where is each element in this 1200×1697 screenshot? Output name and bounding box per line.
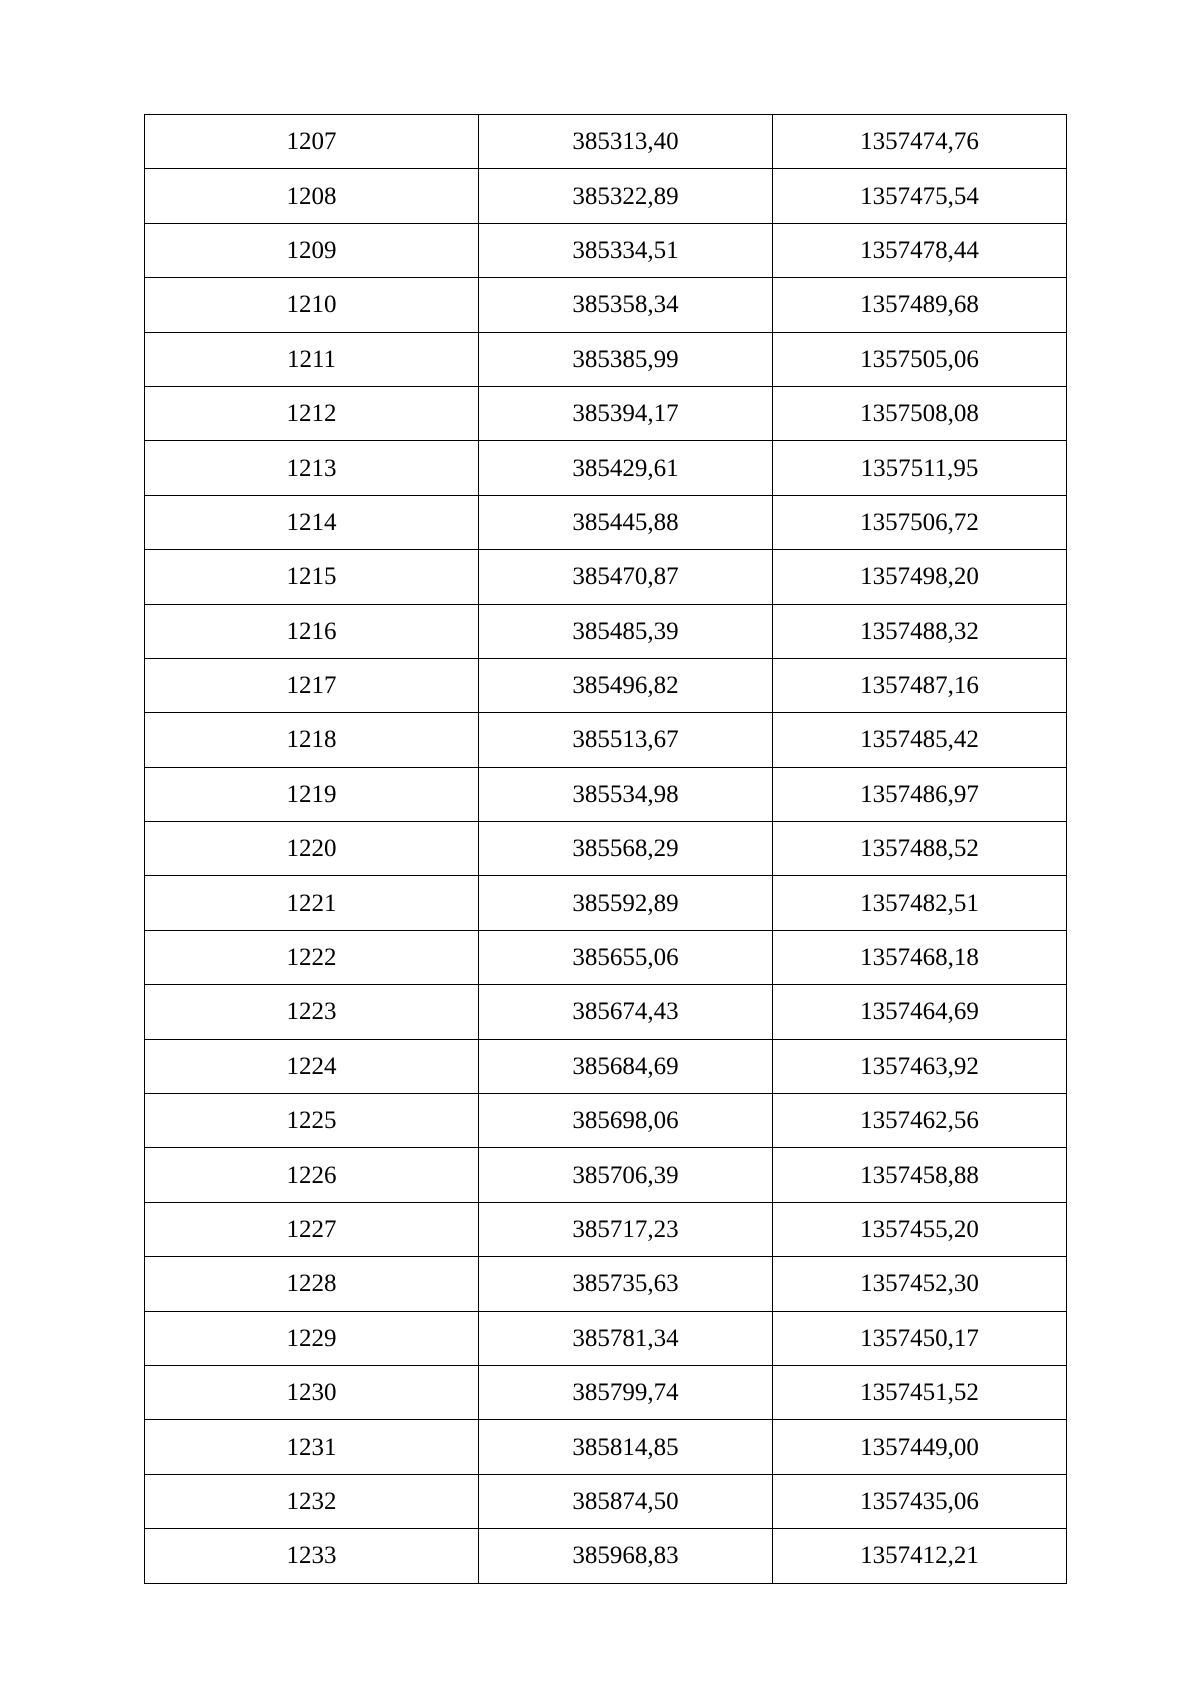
point-number-cell: 1219 <box>145 767 479 821</box>
x-coordinate-cell: 385470,87 <box>479 550 773 604</box>
table-row <box>145 1094 1067 1148</box>
table-row <box>145 278 1067 332</box>
point-number-cell: 1212 <box>145 386 479 440</box>
y-coordinate-cell: 1357455,20 <box>773 1202 1067 1256</box>
point-number-cell: 1223 <box>145 985 479 1039</box>
x-coordinate-cell: 385735,63 <box>479 1257 773 1311</box>
x-coordinate-cell: 385717,23 <box>479 1202 773 1256</box>
table-row <box>145 495 1067 549</box>
table-row <box>145 1148 1067 1202</box>
point-number-cell: 1214 <box>145 495 479 549</box>
point-number-cell: 1233 <box>145 1529 479 1583</box>
point-number-cell: 1211 <box>145 332 479 386</box>
table-row <box>145 1529 1067 1583</box>
x-coordinate-cell: 385968,83 <box>479 1529 773 1583</box>
y-coordinate-cell: 1357489,68 <box>773 278 1067 332</box>
point-number-cell: 1227 <box>145 1202 479 1256</box>
x-coordinate-cell: 385394,17 <box>479 386 773 440</box>
y-coordinate-cell: 1357488,52 <box>773 822 1067 876</box>
table-row <box>145 115 1067 169</box>
point-number-cell: 1226 <box>145 1148 479 1202</box>
point-number-cell: 1215 <box>145 550 479 604</box>
table-row <box>145 604 1067 658</box>
point-number-cell: 1213 <box>145 441 479 495</box>
table-row <box>145 223 1067 277</box>
point-number-cell: 1210 <box>145 278 479 332</box>
x-coordinate-cell: 385429,61 <box>479 441 773 495</box>
x-coordinate-cell: 385496,82 <box>479 658 773 712</box>
table-row <box>145 332 1067 386</box>
table-row <box>145 1202 1067 1256</box>
table-row <box>145 1474 1067 1528</box>
table-row <box>145 1257 1067 1311</box>
y-coordinate-cell: 1357508,08 <box>773 386 1067 440</box>
point-number-cell: 1218 <box>145 713 479 767</box>
y-coordinate-cell: 1357450,17 <box>773 1311 1067 1365</box>
x-coordinate-cell: 385684,69 <box>479 1039 773 1093</box>
y-coordinate-cell: 1357468,18 <box>773 930 1067 984</box>
y-coordinate-cell: 1357435,06 <box>773 1474 1067 1528</box>
table-row <box>145 1365 1067 1419</box>
table-row <box>145 658 1067 712</box>
y-coordinate-cell: 1357498,20 <box>773 550 1067 604</box>
coordinates-table <box>144 114 1067 1584</box>
y-coordinate-cell: 1357451,52 <box>773 1365 1067 1419</box>
x-coordinate-cell: 385874,50 <box>479 1474 773 1528</box>
point-number-cell: 1225 <box>145 1094 479 1148</box>
point-number-cell: 1208 <box>145 169 479 223</box>
point-number-cell: 1232 <box>145 1474 479 1528</box>
x-coordinate-cell: 385534,98 <box>479 767 773 821</box>
point-number-cell: 1209 <box>145 223 479 277</box>
y-coordinate-cell: 1357486,97 <box>773 767 1067 821</box>
x-coordinate-cell: 385313,40 <box>479 115 773 169</box>
table-row <box>145 441 1067 495</box>
point-number-cell: 1222 <box>145 930 479 984</box>
x-coordinate-cell: 385485,39 <box>479 604 773 658</box>
y-coordinate-cell: 1357487,16 <box>773 658 1067 712</box>
table-row <box>145 1311 1067 1365</box>
y-coordinate-cell: 1357463,92 <box>773 1039 1067 1093</box>
x-coordinate-cell: 385799,74 <box>479 1365 773 1419</box>
point-number-cell: 1217 <box>145 658 479 712</box>
x-coordinate-cell: 385655,06 <box>479 930 773 984</box>
table-row <box>145 1039 1067 1093</box>
x-coordinate-cell: 385322,89 <box>479 169 773 223</box>
table-row <box>145 822 1067 876</box>
y-coordinate-cell: 1357506,72 <box>773 495 1067 549</box>
point-number-cell: 1231 <box>145 1420 479 1474</box>
x-coordinate-cell: 385698,06 <box>479 1094 773 1148</box>
y-coordinate-cell: 1357412,21 <box>773 1529 1067 1583</box>
point-number-cell: 1230 <box>145 1365 479 1419</box>
y-coordinate-cell: 1357505,06 <box>773 332 1067 386</box>
x-coordinate-cell: 385781,34 <box>479 1311 773 1365</box>
coordinates-table-body <box>145 115 1067 1584</box>
y-coordinate-cell: 1357458,88 <box>773 1148 1067 1202</box>
x-coordinate-cell: 385568,29 <box>479 822 773 876</box>
point-number-cell: 1221 <box>145 876 479 930</box>
x-coordinate-cell: 385706,39 <box>479 1148 773 1202</box>
x-coordinate-cell: 385513,67 <box>479 713 773 767</box>
point-number-cell: 1216 <box>145 604 479 658</box>
y-coordinate-cell: 1357464,69 <box>773 985 1067 1039</box>
y-coordinate-cell: 1357511,95 <box>773 441 1067 495</box>
y-coordinate-cell: 1357462,56 <box>773 1094 1067 1148</box>
y-coordinate-cell: 1357478,44 <box>773 223 1067 277</box>
table-row <box>145 550 1067 604</box>
table-row <box>145 713 1067 767</box>
x-coordinate-cell: 385445,88 <box>479 495 773 549</box>
y-coordinate-cell: 1357449,00 <box>773 1420 1067 1474</box>
point-number-cell: 1229 <box>145 1311 479 1365</box>
y-coordinate-cell: 1357474,76 <box>773 115 1067 169</box>
table-row <box>145 1420 1067 1474</box>
y-coordinate-cell: 1357488,32 <box>773 604 1067 658</box>
table-row <box>145 386 1067 440</box>
point-number-cell: 1220 <box>145 822 479 876</box>
x-coordinate-cell: 385592,89 <box>479 876 773 930</box>
table-row <box>145 169 1067 223</box>
y-coordinate-cell: 1357482,51 <box>773 876 1067 930</box>
y-coordinate-cell: 1357485,42 <box>773 713 1067 767</box>
point-number-cell: 1224 <box>145 1039 479 1093</box>
table-row <box>145 985 1067 1039</box>
table-row <box>145 930 1067 984</box>
table-row <box>145 767 1067 821</box>
x-coordinate-cell: 385814,85 <box>479 1420 773 1474</box>
point-number-cell: 1207 <box>145 115 479 169</box>
y-coordinate-cell: 1357452,30 <box>773 1257 1067 1311</box>
x-coordinate-cell: 385385,99 <box>479 332 773 386</box>
point-number-cell: 1228 <box>145 1257 479 1311</box>
x-coordinate-cell: 385334,51 <box>479 223 773 277</box>
x-coordinate-cell: 385358,34 <box>479 278 773 332</box>
x-coordinate-cell: 385674,43 <box>479 985 773 1039</box>
table-row <box>145 876 1067 930</box>
y-coordinate-cell: 1357475,54 <box>773 169 1067 223</box>
